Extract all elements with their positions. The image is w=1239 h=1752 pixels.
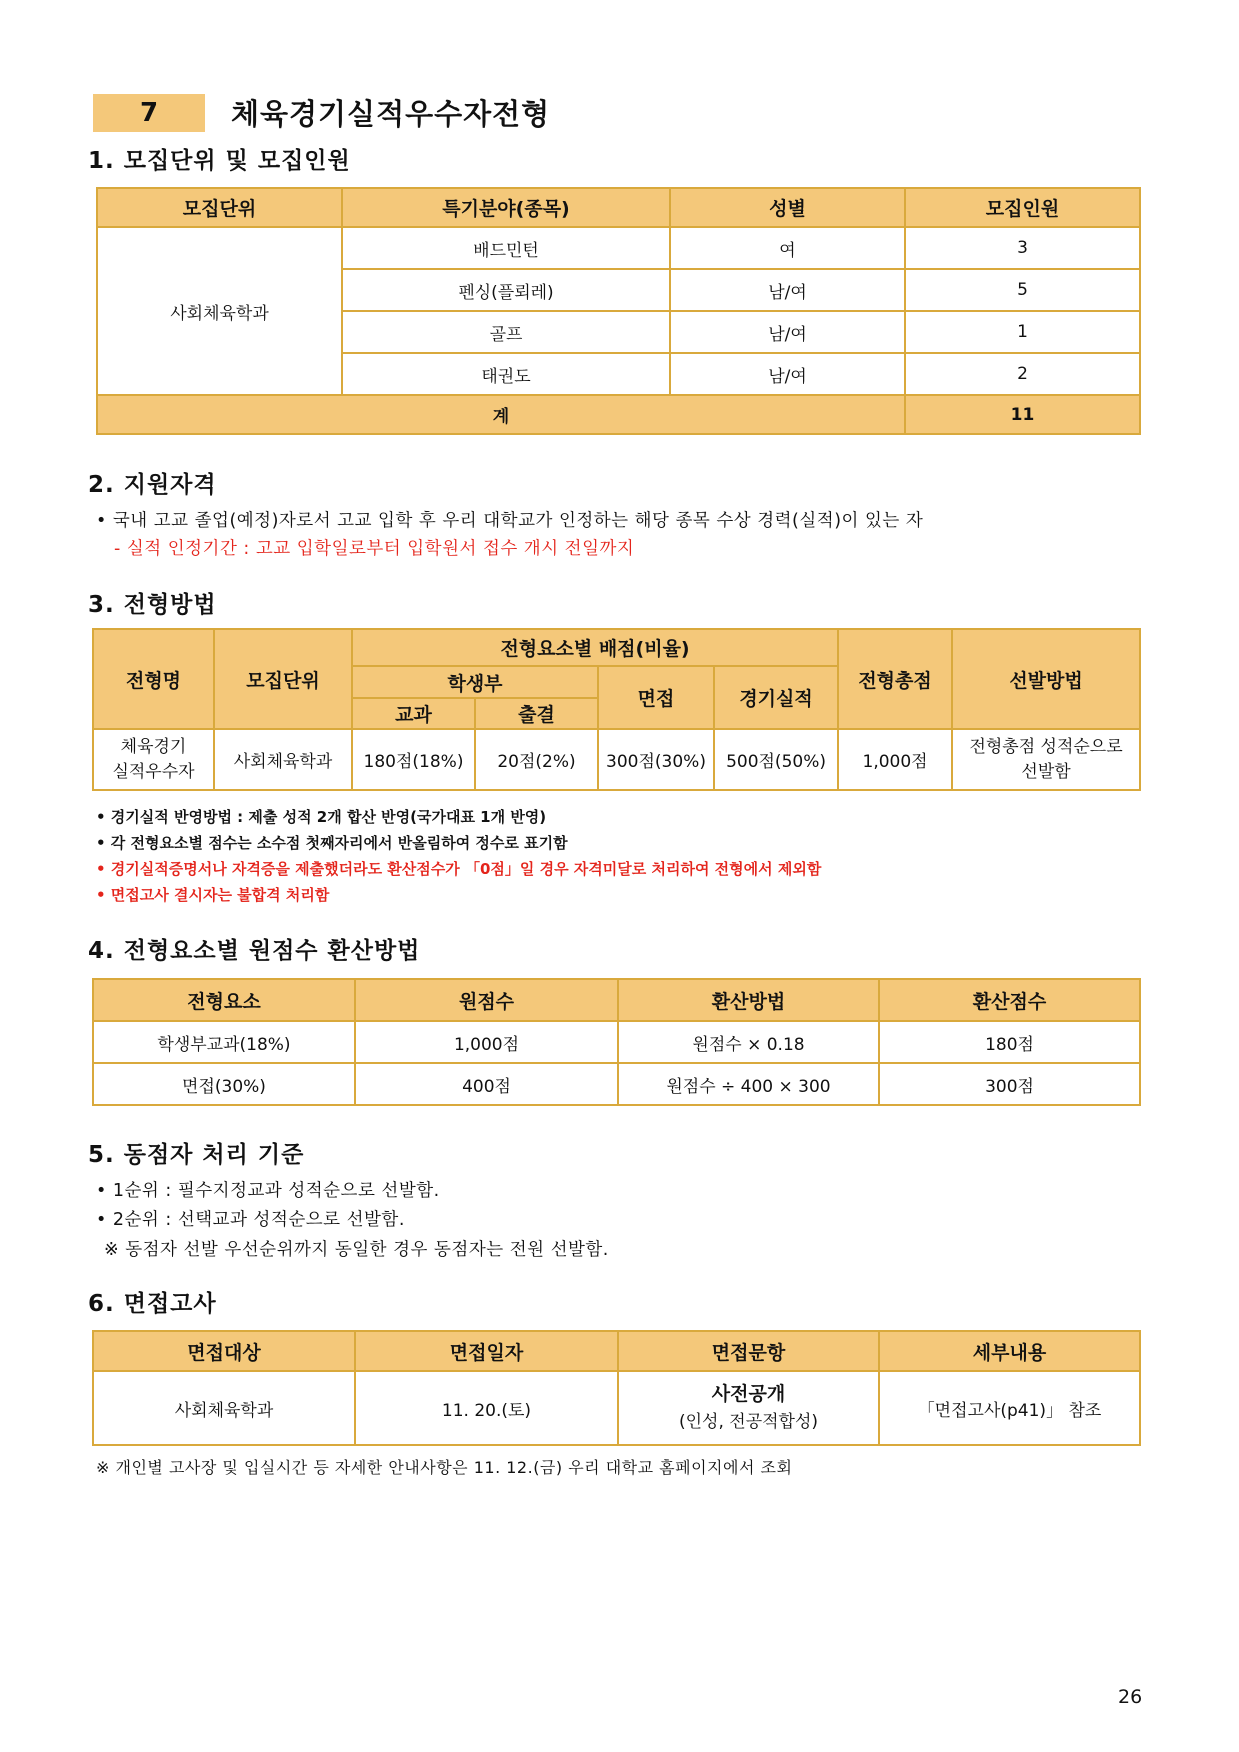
sport-cell: 골프	[342, 311, 670, 353]
interview-question-cell	[618, 1371, 879, 1445]
section-title-1: 1. 모집단위 및 모집인원	[88, 148, 351, 174]
header-subject: 교과	[352, 698, 475, 729]
tiebreak-note: ※ 동점자 선발 우선순위까지 동일한 경우 동점자는 전원 선발함.	[104, 1240, 609, 1260]
header-name: 전형명	[93, 629, 214, 729]
chapter-number: 7	[93, 94, 205, 132]
table-header: 면접일자	[355, 1331, 618, 1371]
interview-date: 11. 20.(토)	[355, 1371, 618, 1445]
table-header: 원점수	[355, 979, 618, 1021]
attendance-score: 20점(2%)	[475, 729, 598, 790]
unit-cell: 사회체육학과	[214, 729, 352, 790]
chapter-header	[93, 92, 550, 133]
track-name-cell	[93, 729, 214, 790]
chapter-title: 체육경기실적우수자전형	[231, 97, 551, 131]
method-line1: 전형총점 성적순으로	[969, 736, 1123, 757]
section-title-3: 3. 전형방법	[88, 592, 217, 618]
note-item-warning: • 경기실적증명서나 자격증을 제출했더라도 환산점수가 「0점」일 경우 자격미달로 처리하여 전형에서 제외함	[96, 860, 822, 878]
page-number: 26	[1118, 1686, 1143, 1708]
eligibility-text: • 국내 고교 졸업(예정)자로서 고교 입학 후 우리 대학교가 인정하는 해당 종목 수상 경력(실적)이 있는 자	[96, 511, 924, 531]
table-header: 전형요소	[93, 979, 355, 1021]
table-header: 모집단위	[97, 188, 342, 227]
conversion-table	[92, 978, 1141, 1106]
raw-score-cell: 1,000점	[355, 1021, 618, 1063]
section-title-2: 2. 지원자격	[88, 472, 217, 498]
table-header: 특기분야(종목)	[342, 188, 670, 227]
question-main: 사전공개	[711, 1383, 786, 1405]
tiebreak-item: • 2순위 : 선택교과 성적순으로 선발함.	[96, 1210, 405, 1230]
method-cell: 원점수 ÷ 400 × 300	[618, 1063, 879, 1105]
quota-table	[96, 187, 1141, 435]
header-method: 선발방법	[952, 629, 1140, 729]
tiebreak-item: • 1순위 : 필수지정교과 성적순으로 선발함.	[96, 1181, 440, 1201]
method-line2: 선발함	[1021, 761, 1071, 782]
header-attendance: 출결	[475, 698, 598, 729]
table-header: 환산점수	[879, 979, 1140, 1021]
gender-cell: 남/여	[670, 353, 905, 395]
method-cell	[952, 729, 1140, 790]
note-item: • 경기실적 반영방법 : 제출 성적 2개 합산 반영(국가대표 1개 반영)	[96, 808, 547, 826]
raw-score-cell: 400점	[355, 1063, 618, 1105]
header-sports: 경기실적	[714, 666, 838, 729]
interview-score: 300점(30%)	[598, 729, 714, 790]
interview-table	[92, 1330, 1141, 1446]
count-cell: 5	[905, 269, 1140, 311]
sport-cell: 펜싱(플뢰레)	[342, 269, 670, 311]
sport-cell: 태권도	[342, 353, 670, 395]
track-name-line2: 실적우수자	[112, 761, 195, 782]
gender-cell: 남/여	[670, 311, 905, 353]
total-label: 계	[97, 395, 905, 434]
header-total: 전형총점	[838, 629, 952, 729]
element-cell: 면접(30%)	[93, 1063, 355, 1105]
section-title-6: 6. 면접고사	[88, 1291, 217, 1317]
converted-score-cell: 300점	[879, 1063, 1140, 1105]
subject-score: 180점(18%)	[352, 729, 475, 790]
track-name-line1: 체육경기	[120, 736, 187, 757]
count-cell: 1	[905, 311, 1140, 353]
header-student-record: 학생부	[352, 666, 598, 698]
element-cell: 학생부교과(18%)	[93, 1021, 355, 1063]
table-header: 성별	[670, 188, 905, 227]
unit-cell: 사회체육학과	[97, 227, 342, 395]
method-cell: 원점수 × 0.18	[618, 1021, 879, 1063]
interview-footnote: ※ 개인별 고사장 및 입실시간 등 자세한 안내사항은 11. 12.(금) 우리 대학교 홈페이지에서 조회	[96, 1458, 793, 1477]
count-cell: 3	[905, 227, 1140, 269]
sport-cell: 배드민턴	[342, 227, 670, 269]
table-header: 면접문항	[618, 1331, 879, 1371]
interview-detail: 「면접고사(p41)」 참조	[879, 1371, 1140, 1445]
total-value: 11	[905, 395, 1140, 434]
section-title-4: 4. 전형요소별 원점수 환산방법	[88, 938, 421, 964]
note-item-warning: • 면접고사 결시자는 불합격 처리함	[96, 886, 330, 904]
interview-target: 사회체육학과	[93, 1371, 355, 1445]
question-sub: (인성, 전공적합성)	[678, 1412, 819, 1432]
table-header: 모집인원	[905, 188, 1140, 227]
section-title-5: 5. 동점자 처리 기준	[88, 1142, 305, 1168]
note-item: • 각 전형요소별 점수는 소수점 첫째자리에서 반올림하여 정수로 표기함	[96, 834, 568, 852]
eligibility-period: - 실적 인정기간 : 고교 입학일로부터 입학원서 접수 개시 전일까지	[114, 539, 635, 559]
count-cell: 2	[905, 353, 1140, 395]
total-score: 1,000점	[838, 729, 952, 790]
table-header: 세부내용	[879, 1331, 1140, 1371]
converted-score-cell: 180점	[879, 1021, 1140, 1063]
header-score-group: 전형요소별 배점(비율)	[352, 629, 838, 666]
gender-cell: 남/여	[670, 269, 905, 311]
gender-cell: 여	[670, 227, 905, 269]
table-header: 환산방법	[618, 979, 879, 1021]
selection-method-table	[92, 628, 1141, 791]
sports-score: 500점(50%)	[714, 729, 838, 790]
header-unit: 모집단위	[214, 629, 352, 729]
table-header: 면접대상	[93, 1331, 355, 1371]
header-interview: 면접	[598, 666, 714, 729]
